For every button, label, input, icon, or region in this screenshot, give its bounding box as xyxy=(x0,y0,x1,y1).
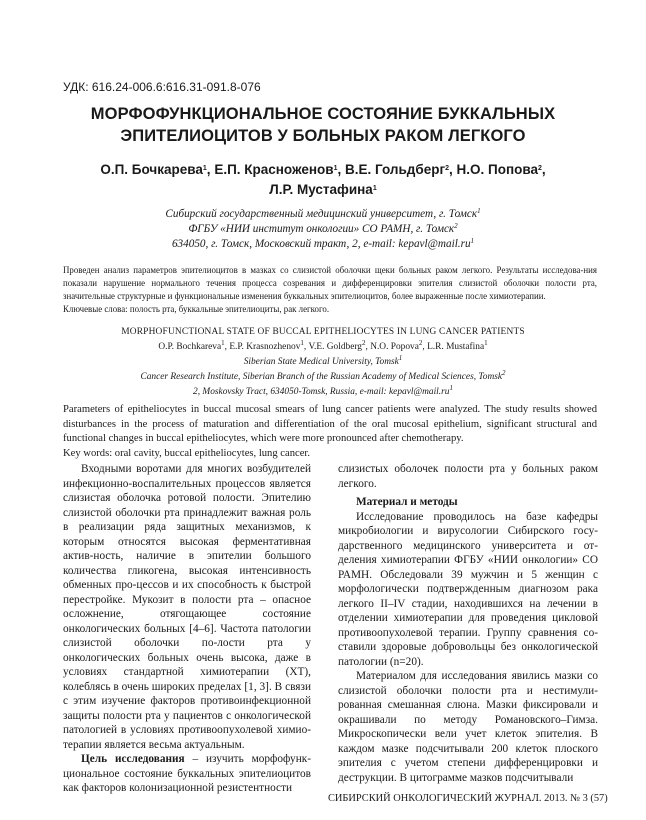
author-name: В.Е. Гольдберг xyxy=(345,162,446,177)
author-separator: , xyxy=(541,162,546,177)
author-name: Л.Р. Мустафина xyxy=(269,182,373,197)
english-author-separator: , xyxy=(303,342,309,352)
keywords-english: Key words: oral cavity, buccal epitheliocytes, lung cancer. xyxy=(63,447,310,459)
english-affiliation-2: Cancer Research Institute, Siberian Branch of the Russian Academy of Medical Sciences, Tomsk xyxy=(140,372,503,382)
affiliation-address-mark: 1 xyxy=(470,237,475,245)
aim-label: Цель исследования xyxy=(81,753,185,765)
author-affiliation-mark: 1 xyxy=(333,165,338,172)
english-title: MORPHOFUNCTIONAL STATE OF BUCCAL EPITHELIOCYTES IN LUNG CANCER PATIENTS xyxy=(121,327,525,337)
english-author-affiliation-mark: 2 xyxy=(418,339,423,347)
body-paragraph-continued: слизистых оболочек полости рта у больных раком легкого. xyxy=(338,463,598,490)
article-title-line-2: ЭПИТЕЛИОЦИТОВ У БОЛЬНЫХ РАКОМ ЛЕГКОГО xyxy=(120,127,526,145)
article-title-line-1: МОРФОФУНКЦИОНАЛЬНОЕ СОСТОЯНИЕ БУККАЛЬНЫХ xyxy=(90,105,556,123)
abstract-russian xyxy=(63,264,597,316)
affiliation-address: 634050, г. Томск, Московский тракт, 2, e-mail: kepavl@mail.ru xyxy=(171,238,471,250)
author-list xyxy=(40,160,606,200)
affiliation-1: Сибирский государственный медицинский университет, г. Томск xyxy=(165,208,478,220)
body-column-right xyxy=(338,462,598,785)
english-affiliation-address: 2, Moskovsky Tract, 634050-Tomsk, Russia, e-mail: kepavl@mail.ru xyxy=(193,387,450,397)
author-affiliation-mark: 1 xyxy=(202,165,207,172)
english-author-affiliation-mark: 2 xyxy=(362,339,366,347)
author-name: О.П. Бочкарева xyxy=(100,162,203,177)
affiliation-2-mark: 2 xyxy=(454,222,458,230)
journal-footer: СИБИРСКИЙ ОНКОЛОГИЧЕСКИЙ ЖУРНАЛ. 2013. № 3 (57) xyxy=(328,793,608,804)
author-affiliation-mark: 1 xyxy=(372,185,377,192)
body-paragraph-aim xyxy=(63,752,311,796)
english-affiliation-2-mark: 2 xyxy=(502,369,506,377)
english-author-name: L.R. Mustafina xyxy=(427,342,485,352)
english-author-name: N.O. Popova xyxy=(370,342,419,352)
author-separator: , xyxy=(337,162,346,177)
article-title xyxy=(40,103,606,147)
abstract-english-text: Parameters of epitheliocytes in buccal mucosal smears of lung cancer patients were analyzed. The study results showed disturbances in the process of maturation and differentiation of the oral mucosal epithelium, significant structural and functional changes in buccal epitheliocytes, which were more pronounced after chemotherapy. xyxy=(63,404,597,444)
author-separator: , xyxy=(206,162,215,177)
english-author-separator: , xyxy=(365,342,371,352)
english-author-name: E.P. Krasnozhenov xyxy=(229,342,301,352)
affiliation-2: ФГБУ «НИИ институт онкологии» СО РАМН, г. Томск xyxy=(188,223,455,235)
author-separator: , xyxy=(449,162,457,177)
english-author-list xyxy=(40,340,606,355)
author-affiliation-mark: 2 xyxy=(538,165,542,172)
english-author-name: V.E. Goldberg xyxy=(308,342,362,352)
english-affiliation-1: Siberian State Medical University, Tomsk xyxy=(243,357,399,367)
section-heading-methods: Материал и методы xyxy=(356,496,458,508)
english-author-affiliation-mark: 1 xyxy=(484,339,488,347)
author-affiliation-mark: 2 xyxy=(445,165,449,172)
english-author-affiliation-mark: 1 xyxy=(300,339,304,347)
english-author-separator: , xyxy=(224,342,230,352)
aim-text: – изучить морфофунк-циональное состояние буккальных эпителиоцитов как факторов колонизационной резистентности xyxy=(63,753,311,794)
affiliation-1-mark: 1 xyxy=(477,207,481,215)
udc-code: УДК: 616.24-006.6:616.31-091.8-076 xyxy=(63,80,261,94)
english-author-name: O.P. Bochkareva xyxy=(158,342,222,352)
english-header xyxy=(40,325,606,400)
affiliations xyxy=(40,207,606,252)
abstract-russian-text: Проведен анализ параметров эпителиоцитов в мазках со слизистой оболочки щеки больных раком легкого. Результаты исследова-ния показали нарушение нормального течения процесса созревания и дифференцировки эпителия слизистой оболочки полости рта, значительные структурные и функциональные изменения буккальных эпителиоцитов, более выраженные после химиотерапии. xyxy=(63,265,597,301)
body-paragraph: Исследование проводилось на базе кафедры микробиологии и вирусологии Сибирского госу-дарственного медицинского университета и от-деления химиотерапии ФГБУ «НИИ онкологии» СО РАМН. Обследовали 39 мужчин и 5 женщин с морфологически подтвержденным диагнозом рака легкого II–IV стадии, находившихся на лечении в отделении химиотерапии для проведения цикловой противоопухолевой терапии. Группу сравнения со-ставили здоровые добровольцы без онкологической патологии (n=20). xyxy=(338,510,598,668)
author-name: Н.О. Попова xyxy=(456,162,538,177)
english-affiliation-address-mark: 1 xyxy=(449,384,453,392)
english-author-affiliation-mark: 1 xyxy=(221,339,225,347)
author-name: Е.П. Красноженов xyxy=(214,162,334,177)
english-author-separator: , xyxy=(422,342,428,352)
body-paragraph: Входными воротами для многих возбудителей инфекционно-воспалительных процессов является слизистая оболочка ротовой полости. Эпителию слизистой оболочки рта принадлежит важная роль в реализации ряда защитных механизмов, к которым относятся высокая ферментативная актив-ность, наличие в эпителии большого количества гликогена, высокая интенсивность обменных про-цессов и их способность к быстрой перестройке. Мукозит в полости рта – опасное осложнение, отягощающее состояние онкологических больных [4–6]. Частота патологии слизистой оболочки по-лости рта у онкологических больных очень высока, даже в условиях стандартной химиотерапии (ХТ), колеблясь в очень широких пределах [1, 3]. В связи с этим изучение факторов противоинфекционной защиты полости рта у пациентов с онкологической патологией в условиях противоопухолевой химио-терапии является весьма актуальным. xyxy=(63,463,311,751)
keywords-russian: Ключевые слова: полость рта, буккальные эпителиоциты, рак легкого. xyxy=(63,304,330,314)
body-column-left xyxy=(63,462,311,796)
body-paragraph: Материалом для исследования явились мазки со слизистой оболочки полости рта и нестимули-рованная смешанная слюна. Мазки фиксировали и окрашивали по методу Романовского–Гимза. Микроскопически вели учет клеток эпителия. В каждом мазке подсчитывали 200 клеток плоского эпителия с учетом степени дифференцировки и деструкции. В цитограмме мазков подсчитывали xyxy=(338,670,598,784)
abstract-english xyxy=(63,403,597,461)
english-affiliation-1-mark: 1 xyxy=(398,354,403,362)
